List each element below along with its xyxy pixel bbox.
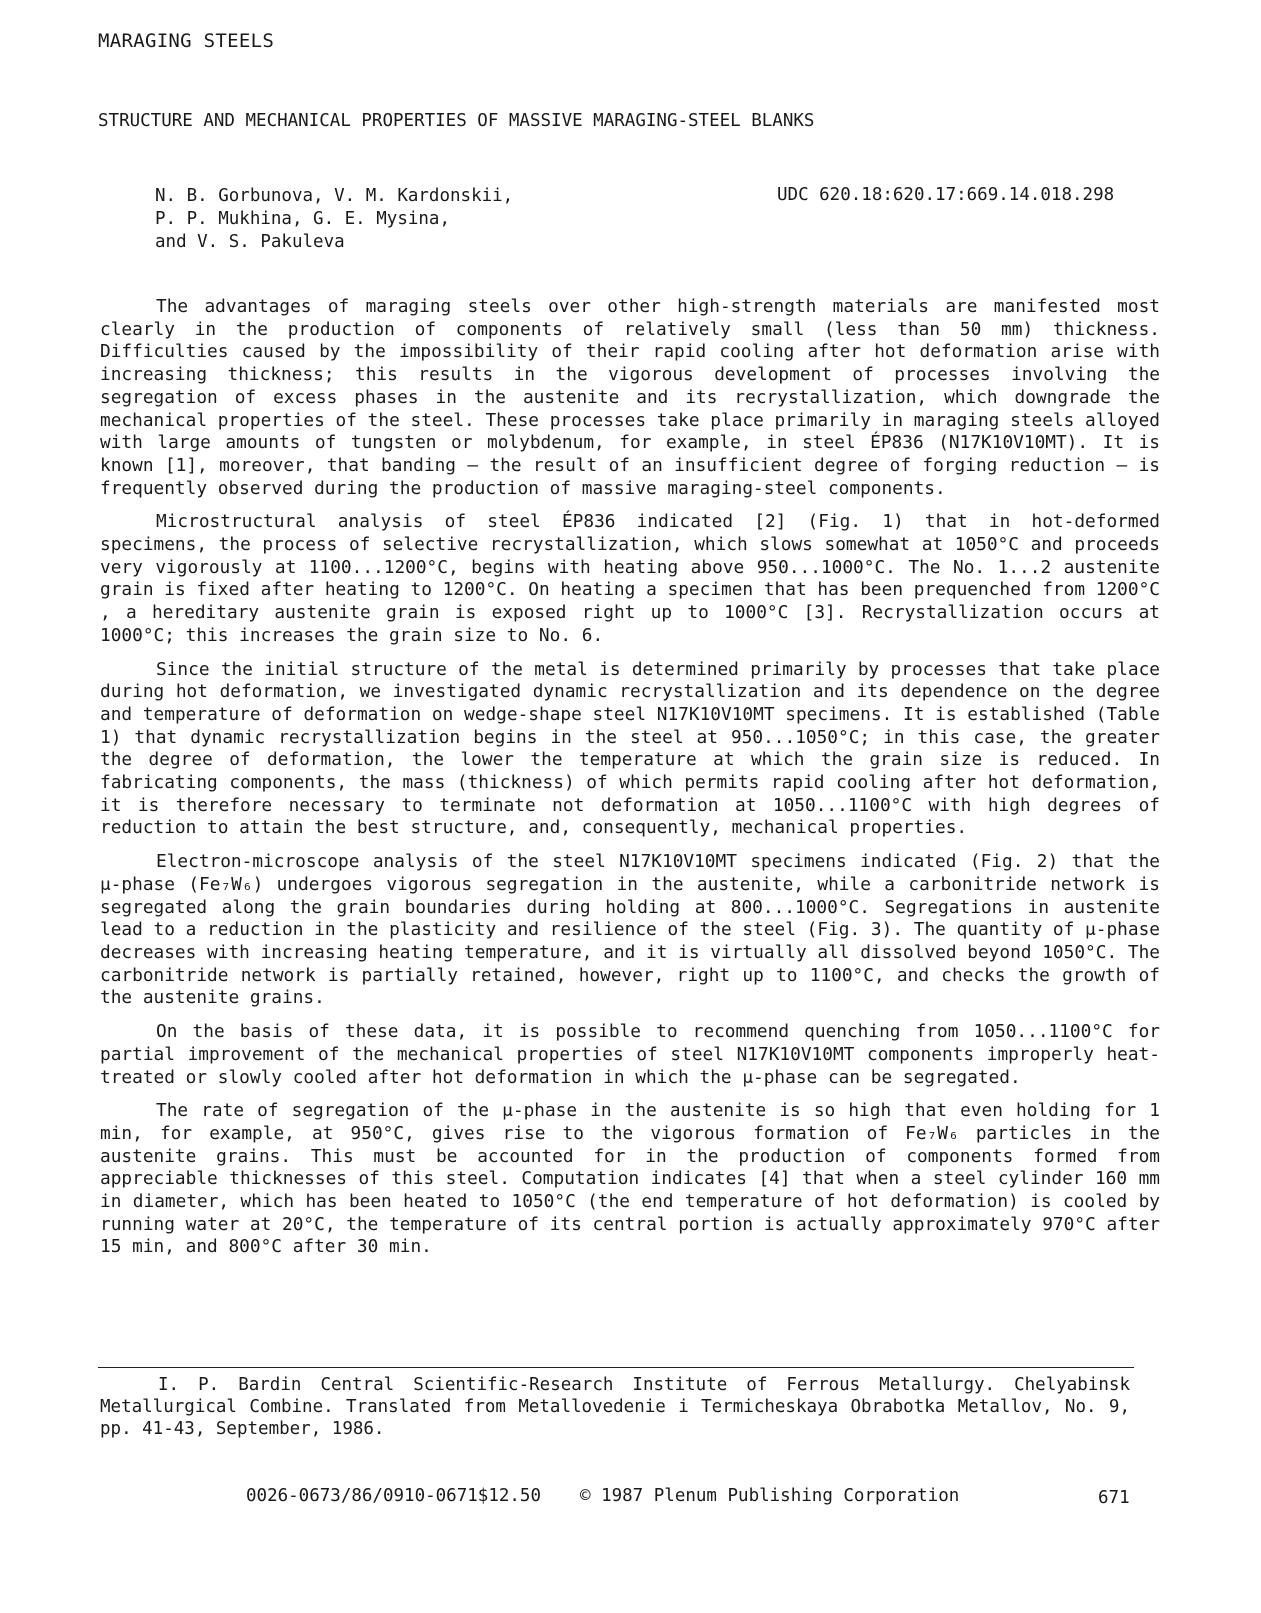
body-paragraph: On the basis of these data, it is possible to recommend quenching from 1050...1100°C for partial improvement of the mechanical properties of steel N17K10V10MT components improperly heat-treated or slowly cooled after hot deformation in which the μ-phase can be segregated. xyxy=(100,1021,1160,1088)
footnote-divider xyxy=(98,1367,1134,1368)
article-title: STRUCTURE AND MECHANICAL PROPERTIES OF MASSIVE MARAGING-STEEL BLANKS xyxy=(98,111,815,131)
article-code: 0026-0673/86/0910-0671$12.50 xyxy=(246,1486,542,1506)
author-line: N. B. Gorbunova, V. M. Kardonskii, xyxy=(155,186,514,206)
footnote-affiliation: I. P. Bardin Central Scientific-Research Institute of Ferrous Metallurgy. Chelyabinsk Metallurgical Combine. Translated from Metallovedenie i Termicheskaya Obrabotka Metallov, No. 9, pp. 41-43, September, 1986. xyxy=(100,1375,1130,1439)
body-paragraph: Microstructural analysis of steel ÉP836 indicated [2] (Fig. 1) that in hot-deformed specimens, the process of selective recrystallization, which slows somewhat at 1050°C and proceeds very vigorously at 1100...1200°C, begins with heating above 950...1000°C. The No. 1...2 austenite grain is fixed after heating to 1200°C. On heating a specimen that has been prequenched from 1200°C , a hereditary austenite grain is exposed right up to 1000°C [3]. Recrystallization occurs at 1000°C; this increases the grain size to No. 6. xyxy=(100,511,1160,646)
body-paragraph: Electron-microscope analysis of the steel N17K10V10MT specimens indicated (Fig. 2) that the μ-phase (Fe₇W₆) undergoes vigorous segregation in the austenite, while a carbonitride network is segregated along the grain boundaries during holding at 800...1000°C. Segregations in austenite lead to a reduction in the plasticity and resilience of the steel (Fig. 3). The quantity of μ-phase decreases with increasing heating temperature, and it is virtually all dissolved beyond 1050°C. The carbonitride network is partially retained, however, right up to 1100°C, and checks the growth of the austenite grains. xyxy=(100,851,1160,1009)
copyright-notice: © 1987 Plenum Publishing Corporation xyxy=(580,1486,960,1506)
page-number: 671 xyxy=(1098,1488,1130,1508)
author-line: and V. S. Pakuleva xyxy=(155,232,345,252)
author-line: P. P. Mukhina, G. E. Mysina, xyxy=(155,209,451,229)
section-header: MARAGING STEELS xyxy=(98,30,275,52)
article-body xyxy=(100,296,1160,1270)
body-paragraph: The advantages of maraging steels over other high-strength materials are manifested most clearly in the production of components of relatively small (less than 50 mm) thickness. Difficulties caused by the impossibility of their rapid cooling after hot deformation arise with increasing thickness; this results in the vigorous development of processes involving the segregation of excess phases in the austenite and its recrystallization, which downgrade the mechanical properties of the steel. These processes take place primarily in maraging steels alloyed with large amounts of tungsten or molybdenum, for example, in steel ÉP836 (N17K10V10MT). It is known [1], moreover, that banding – the result of an insufficient degree of forging reduction – is frequently observed during the production of massive maraging-steel components. xyxy=(100,296,1160,499)
body-paragraph: The rate of segregation of the μ-phase in the austenite is so high that even holding for 1 min, for example, at 950°C, gives rise to the vigorous formation of Fe₇W₆ particles in the austenite grains. This must be accounted for in the production of components formed from appreciable thicknesses of this steel. Computation indicates [4] that when a steel cylinder 160 mm in diameter, which has been heated to 1050°C (the end temperature of hot deformation) is cooled by running water at 20°C, the temperature of its central portion is actually approximately 970°C after 15 min, and 800°C after 30 min. xyxy=(100,1100,1160,1258)
author-list xyxy=(155,185,513,254)
body-paragraph: Since the initial structure of the metal is determined primarily by processes that take place during hot deformation, we investigated dynamic recrystallization and its dependence on the degree and temperature of deformation on wedge-shape steel N17K10V10MT specimens. It is established (Table 1) that dynamic recrystallization begins in the steel at 950...1050°C; in this case, the greater the degree of deformation, the lower the temperature at which the grain size is reduced. In fabricating components, the mass (thickness) of which permits rapid cooling after hot deformation, it is therefore necessary to terminate not deformation at 1050...1100°C with high degrees of reduction to attain the best structure, and, consequently, mechanical properties. xyxy=(100,658,1160,839)
udc-code: UDC 620.18:620.17:669.14.018.298 xyxy=(777,185,1115,205)
